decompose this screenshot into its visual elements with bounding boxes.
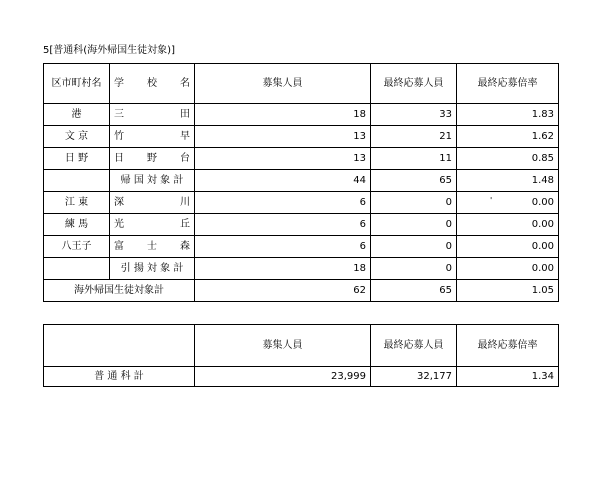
table-row [44, 126, 559, 148]
applicants-cell: 65 [371, 280, 457, 302]
district-cell [44, 258, 110, 280]
applicants-cell: 21 [371, 126, 457, 148]
subtotal-row [44, 170, 559, 192]
ratio-cell: 0.85 [457, 148, 559, 170]
school-char: 台 [180, 153, 190, 164]
district-cell: 練 馬 [44, 214, 110, 236]
school-cell [110, 236, 195, 258]
ratio-cell: 1.83 [457, 104, 559, 126]
summary-total-row [44, 367, 559, 387]
district-cell: 江 東 [44, 192, 110, 214]
header-capacity: 募集人員 [195, 64, 371, 104]
application-ratio-table [43, 63, 559, 302]
school-char: 日 [114, 153, 124, 164]
capacity-cell: 13 [195, 148, 371, 170]
school-cell [110, 104, 195, 126]
subtotal-label: 帰 国 対 象 計 [110, 170, 195, 192]
summary-capacity-cell: 23,999 [195, 367, 371, 387]
capacity-cell: 6 [195, 214, 371, 236]
school-char: 丘 [180, 219, 190, 230]
table-row [44, 236, 559, 258]
applicants-cell: 0 [371, 192, 457, 214]
district-cell: 港 [44, 104, 110, 126]
district-cell: 文 京 [44, 126, 110, 148]
summary-header-row [44, 325, 559, 367]
applicants-cell: 65 [371, 170, 457, 192]
summary-applicants-cell: 32,177 [371, 367, 457, 387]
ratio-cell: 0.00 [457, 214, 559, 236]
capacity-cell: 6 [195, 192, 371, 214]
header-school-char: 学 [114, 78, 124, 89]
table-row [44, 104, 559, 126]
subtotal-label: 引 揚 対 象 計 [110, 258, 195, 280]
district-cell: 日 野 [44, 148, 110, 170]
school-cell [110, 148, 195, 170]
summary-table [43, 324, 559, 387]
header-district: 区市町村名 [44, 64, 110, 104]
school-char: 三 [114, 109, 124, 120]
header-school-char: 名 [180, 78, 190, 89]
capacity-cell: 62 [195, 280, 371, 302]
ratio-cell: 0.00 [457, 258, 559, 280]
district-cell: 八王子 [44, 236, 110, 258]
school-char: 川 [180, 197, 190, 208]
table-row [44, 214, 559, 236]
capacity-cell: 44 [195, 170, 371, 192]
school-char: 富 [114, 241, 124, 252]
applicants-cell: 0 [371, 236, 457, 258]
capacity-cell: 18 [195, 104, 371, 126]
table-header-row [44, 64, 559, 104]
summary-ratio-cell: 1.34 [457, 367, 559, 387]
applicants-cell: 0 [371, 214, 457, 236]
applicants-cell: 0 [371, 258, 457, 280]
header-ratio: 最終応募倍率 [457, 64, 559, 104]
capacity-cell: 13 [195, 126, 371, 148]
school-cell [110, 192, 195, 214]
table-row [44, 192, 559, 214]
summary-total-label: 普 通 科 計 [44, 367, 195, 387]
summary-header-ratio: 最終応募倍率 [457, 325, 559, 367]
summary-header-blank [44, 325, 195, 367]
school-char: 深 [114, 197, 124, 208]
applicants-cell: 33 [371, 104, 457, 126]
ratio-cell: 0.00 [457, 236, 559, 258]
ratio-cell: 1.62 [457, 126, 559, 148]
ratio-cell: 1.05 [457, 280, 559, 302]
subtotal-row [44, 258, 559, 280]
school-char: 野 [147, 153, 157, 164]
school-char: 早 [180, 131, 190, 142]
school-char: 田 [180, 109, 190, 120]
section-title: 5[普通科(海外帰国生徒対象)] [43, 45, 175, 56]
school-char: 森 [180, 241, 190, 252]
applicants-cell: 11 [371, 148, 457, 170]
header-school [110, 64, 195, 104]
school-cell [110, 214, 195, 236]
district-cell [44, 170, 110, 192]
stray-mark: ' [490, 196, 493, 205]
header-school-char: 校 [147, 78, 157, 89]
header-applicants: 最終応募人員 [371, 64, 457, 104]
school-cell [110, 126, 195, 148]
school-char: 士 [147, 241, 157, 252]
capacity-cell: 18 [195, 258, 371, 280]
grand-total-label: 海外帰国生徒対象計 [44, 280, 195, 302]
ratio-cell: 0.00 [457, 192, 559, 214]
ratio-cell: 1.48 [457, 170, 559, 192]
table-row [44, 148, 559, 170]
grand-total-row [44, 280, 559, 302]
school-char: 竹 [114, 131, 124, 142]
summary-header-applicants: 最終応募人員 [371, 325, 457, 367]
capacity-cell: 6 [195, 236, 371, 258]
school-char: 光 [114, 219, 124, 230]
summary-header-capacity: 募集人員 [195, 325, 371, 367]
